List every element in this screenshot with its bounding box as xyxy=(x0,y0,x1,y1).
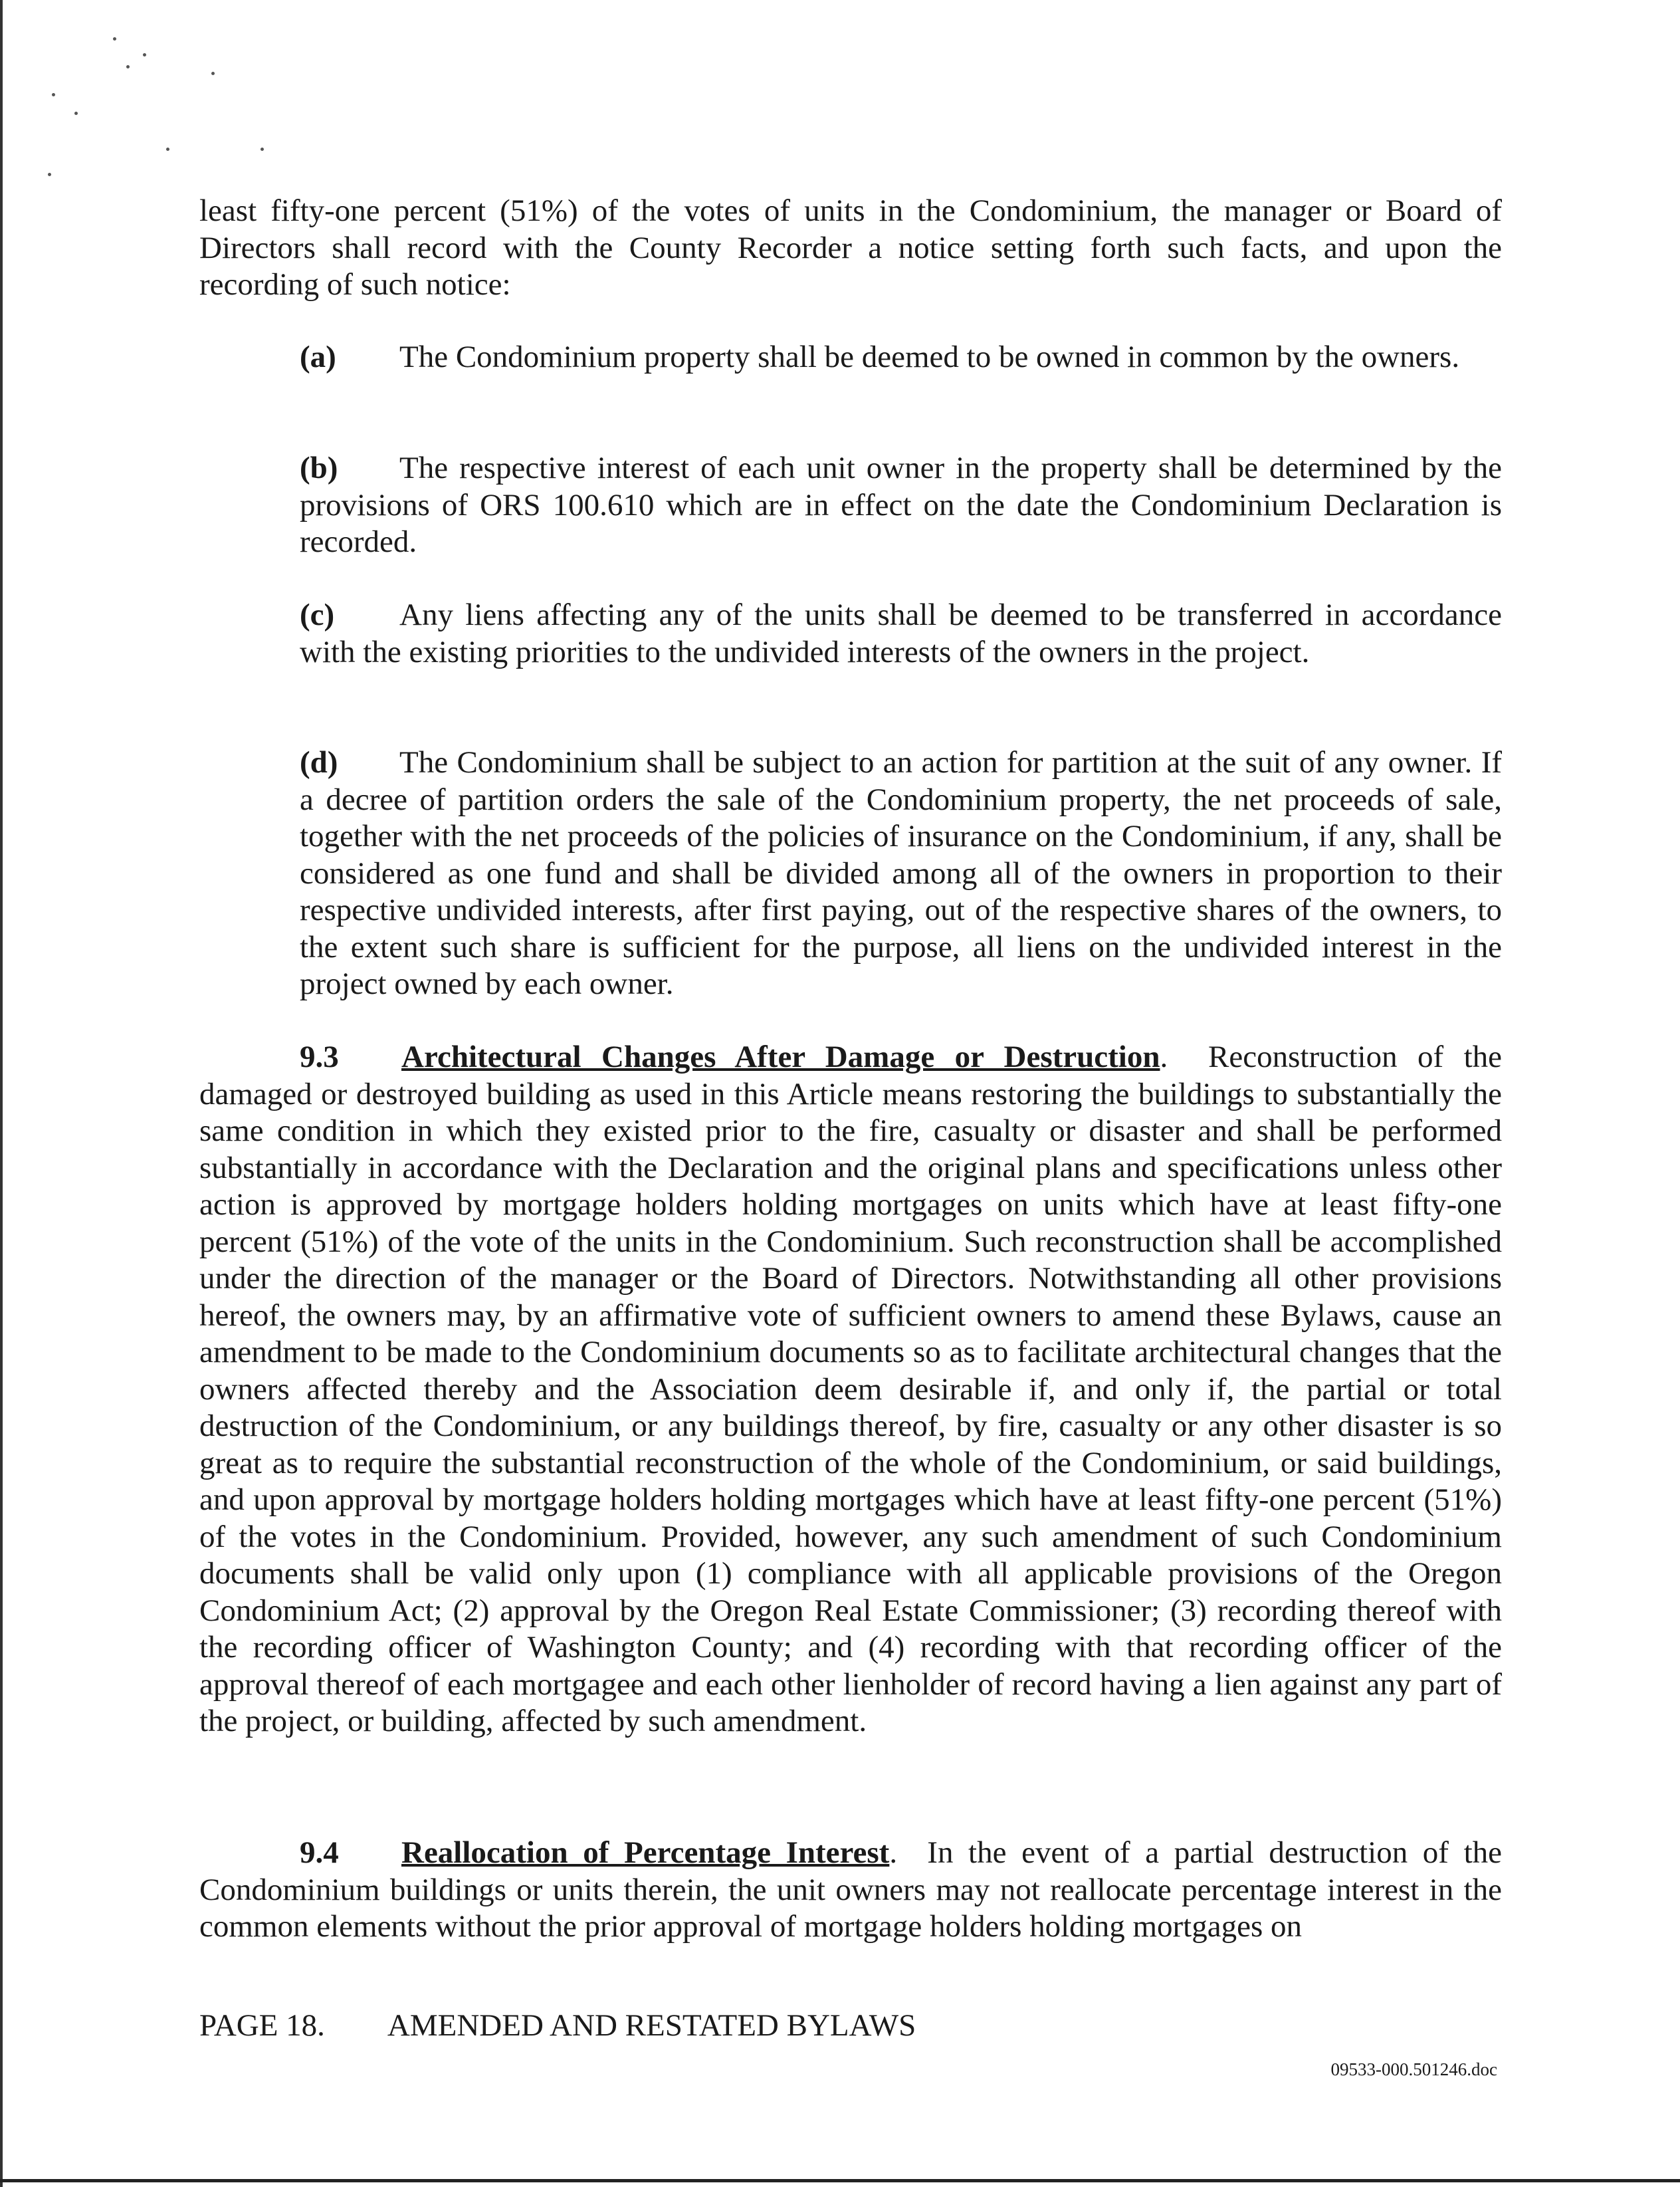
document-title: AMENDED AND RESTATED BYLAWS xyxy=(387,2008,916,2043)
intro-paragraph: least fifty-one percent (51%) of the votes of units in the Condominium, the manager or Board of Directors shall record with the County Recorder a notice setting forth such facts, and upon the recording of such notice: xyxy=(199,193,1502,302)
list-item xyxy=(300,597,1502,671)
section-9-4: 9.4 Reallocation of Percentage Interest. In the event of a partial destruction of the Condominium buildings or units therein, the unit owners may not reallocate percentage interest in the common elements without the prior approval of mortgage holders holding mortgages on xyxy=(199,1835,1502,1944)
item-text: The respective interest of each unit owner in the property shall be determined by the provisions of ORS 100.610 which are in effect on the date the Condominium Declaration is recorded. xyxy=(300,451,1502,559)
scan-speck xyxy=(113,37,116,41)
section-text: In the event of a partial destruction of the Condominium buildings or units therein, the unit owners may not reallocate percentage interest in the common elements without the prior approval of mortgage holders holding mortgages on xyxy=(199,1835,1502,1944)
scan-left-edge xyxy=(0,0,3,2187)
scan-speck xyxy=(261,148,264,151)
item-label: (a) xyxy=(300,340,336,374)
page-footer xyxy=(199,2008,916,2043)
scan-speck xyxy=(211,72,215,75)
section-text: Reconstruction of the damaged or destroyed building as used in this Article means restoring the buildings to substantially the same condition in which they existed prior to the fire, casualty or disaster and shall be performed substantially in accordance with the Declaration and the original plans and specifications unless other action is approved by mortgage holders holding mortgages on units which have at least fifty-one percent (51%) of the vote of the units in the Condominium. Such reconstruction shall be accomplished under the direction of the manager or the Board of Directors. Notwithstanding all other provisions hereof, the owners may, by an affirmative vote of sufficient owners to amend these Bylaws, cause an amendment to be made to the Condominium documents so as to facilitate architectural changes that the owners affected thereby and the Association deem desirable if, and only if, the partial or total destruction of the Condominium, or any buildings thereof, by fire, casualty or any other disaster is so great as to require the substantial reconstruction of the whole of the Condominium, or said buildings, and upon approval by mortgage holders holding mortgages which have at least fifty-one percent (51%) of the votes in the Condominium. Provided, however, any such amendment of such Condominium documents shall be valid only upon (1) compliance with all applicable provisions of the Oregon Condominium Act; (2) approval by the Oregon Real Estate Commissioner; (3) recording thereof with the recording officer of Washington County; and (4) recording with that recording officer of the approval thereof of each mortgagee and each other lienholder of record having a lien against any part of the project, or building, affected by such amendment. xyxy=(199,1040,1502,1738)
document-id: 09533-000.501246.doc xyxy=(1330,2059,1497,2079)
section-heading: Reallocation of Percentage Interest xyxy=(401,1835,890,1870)
section-number: 9.3 xyxy=(300,1040,339,1074)
section-number: 9.4 xyxy=(300,1835,339,1870)
scan-speck xyxy=(52,93,55,96)
list-item xyxy=(300,745,1502,1003)
scan-speck xyxy=(74,112,78,115)
item-text: Any liens affecting any of the units shall be deemed to be transferred in accordance with the existing priorities to the undivided interests of the owners in the project. xyxy=(300,598,1502,669)
item-label: (b) xyxy=(300,451,338,485)
item-text: The Condominium shall be subject to an action for partition at the suit of any owner. If a decree of partition orders the sale of the Condominium property, the net proceeds of sale, together with the net proceeds of the policies of insurance on the Condominium, if any, shall be considered as one fund and shall be divided among all of the owners in proportion to their respective undivided interests, after first paying, out of the respective shares of the owners, to the extent such share is sufficient for the purpose, all liens on the undivided interest in the project owned by each owner. xyxy=(300,745,1502,1001)
scan-speck xyxy=(126,65,130,68)
item-text: The Condominium property shall be deemed to be owned in common by the owners. xyxy=(399,340,1460,374)
scan-bottom-edge xyxy=(0,2179,1680,2182)
item-label: (c) xyxy=(300,598,335,632)
item-label: (d) xyxy=(300,745,338,780)
section-heading: Architectural Changes After Damage or Destruction xyxy=(401,1040,1160,1074)
list-item xyxy=(300,339,1502,376)
scan-speck xyxy=(143,53,146,57)
scan-speck xyxy=(48,173,51,176)
list-item xyxy=(300,450,1502,561)
page-number: PAGE 18. xyxy=(199,2008,325,2043)
section-9-3: 9.3 Architectural Changes After Damage or Destruction. Reconstruction of the damaged or destroyed building as used in this Article means restoring the buildings to substantially the same condition in which they existed prior to the fire, casualty or disaster and shall be performed substantially in accordance with the Declaration and the original plans and specifications unless other action is approved by mortgage holders holding mortgages on units which have at least fifty-one percent (51%) of the vote of the units in the Condominium. Such reconstruction shall be accomplished under the direction of the manager or the Board of Directors. Notwithstanding all other provisions hereof, the owners may, by an affirmative vote of sufficient owners to amend these Bylaws, cause an amendment to be made to the Condominium documents so as to facilitate architectural changes that the owners affected thereby and the Association deem desirable if, and only if, the partial or total destruction of the Condominium, or any buildings thereof, by fire, casualty or any other disaster is so great as to require the substantial reconstruction of the whole of the Condominium, or said buildings, and upon approval by mortgage holders holding mortgages which have at least fifty-one percent (51%) of the votes in the Condominium. Provided, however, any such amendment of such Condominium documents shall be valid only upon (1) compliance with all applicable provisions of the Oregon Condominium Act; (2) approval by the Oregon Real Estate Commissioner; (3) recording thereof with the recording officer of Washington County; and (4) recording with that recording officer of the approval thereof of each mortgagee and each other lienholder of record having a lien against any part of the project, or building, affected by such amendment. xyxy=(199,1040,1502,1738)
scan-speck xyxy=(166,148,169,151)
